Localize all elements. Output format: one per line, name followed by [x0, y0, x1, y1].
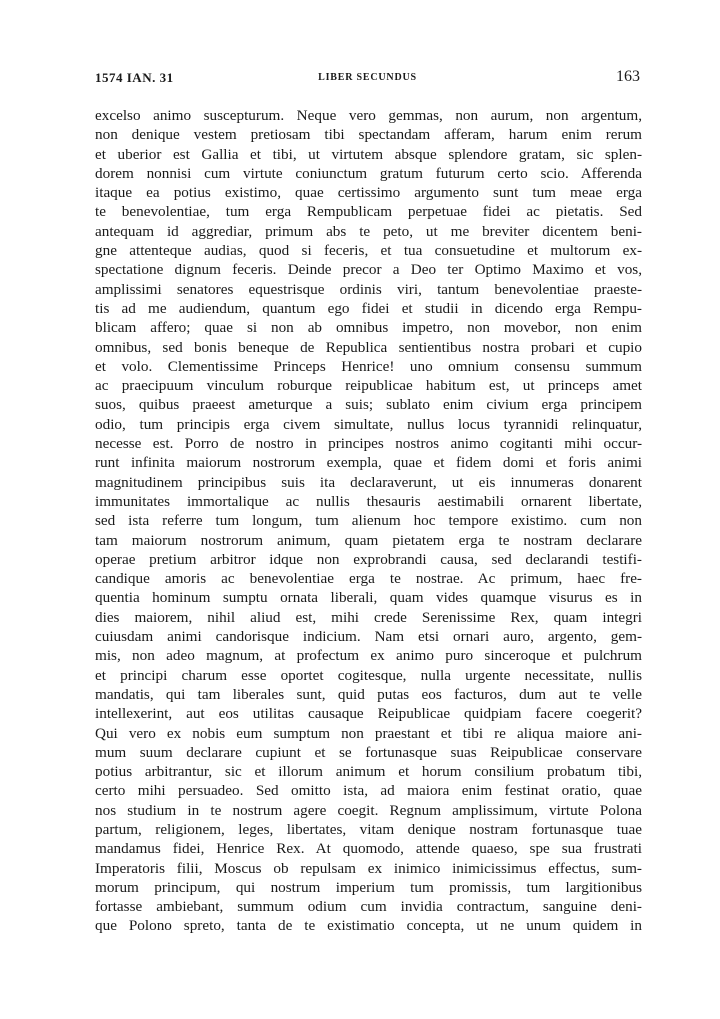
text-line: gne attenteque audias, quod si feceris, et tua consuetudine et multorum ex- — [95, 242, 642, 260]
text-line: mandamus fidei, Henrice Rex. At quomodo, attende quaeso, spe sua frustrati — [95, 840, 642, 858]
text-line: mis, non adeo magnum, at profectum ex animo puro sinceroque et pulchrum — [95, 647, 642, 665]
text-line: et principi charum esse oportet cogitesque, nulla urgente necessitate, nullis — [95, 666, 642, 684]
text-line: operae pretium arbitror idque non exprobrandi causa, sed declarandi testifi- — [95, 550, 642, 568]
text-line: candique amoris ac benevolentiae erga te nostrae. Ac primum, haec fre- — [95, 570, 642, 588]
text-line: quentia hominum sumptu ornata liberali, quam vides quamque visurus es in — [95, 589, 642, 607]
text-line: necesse est. Porro de nostro in principes nostros animo cogitanti mihi occur- — [95, 435, 642, 453]
text-line: non denique vestem pretiosam tibi spectandam afferam, harum enim rerum — [95, 126, 642, 144]
header-title: LIBER SECUNDUS — [318, 72, 417, 83]
text-line: tam maiorum nostrorum animum, quam pietatem erga te nostram declarare — [95, 531, 642, 549]
text-line: itaque ea potius existimo, quae certissimo argumento sunt tum meae erga — [95, 184, 642, 202]
text-line: mum suum declarare cupiunt et se fortunasque suas Reipublicae conservare — [95, 743, 642, 761]
text-line: omnibus, sed bonis beneque de Republica sentientibus nostra probari et cupio — [95, 338, 642, 356]
text-line: certo mihi persuadeo. Sed omitto ista, ad maiora enim festinat oratio, quae — [95, 782, 642, 800]
page-number: 163 — [616, 68, 640, 85]
text-line: spectatione dignum feceris. Deinde precor a Deo ter Optimo Maximo et vos, — [95, 261, 642, 279]
text-line: que Polono spreto, tanta de te existimatio concepta, ut ne unum quidem in — [95, 917, 642, 935]
text-line: partum, religionem, leges, libertates, vitam denique nostram fortunasque tuae — [95, 820, 642, 838]
text-line: odio, tum principis erga civem simultate, nullus locus tyrannidi relinquatur, — [95, 415, 642, 433]
text-line: amplissimi senatores equestrisque ordinis viri, tantum benevolentiae praeste- — [95, 280, 642, 298]
text-line: tis ad me audiendum, quantum ego fidei et studii in dicendo erga Rempu- — [95, 299, 642, 317]
running-head — [95, 66, 640, 88]
text-line: fortasse ambiebant, summum odium cum invidia contractum, sanguine deni- — [95, 898, 642, 916]
text-line: te benevolentiae, tum erga Rempublicam perpetuae fidei ac pietatis. Sed — [95, 203, 642, 221]
text-line: et uberior est Gallia et tibi, ut virtutem absque splendore gratam, sic splen- — [95, 145, 642, 163]
text-line: nos studium in te nostrum agere coegit. Regnum amplissimum, virtute Polona — [95, 801, 642, 819]
text-line: et volo. Clementissime Princeps Henrice! uno omnium consensu summum — [95, 357, 642, 375]
text-line: ac praecipuum vinculum roburque reipublicae habitum est, ut princeps amet — [95, 377, 642, 395]
text-line: dorem nonnisi cum virtute coniunctum gratum futurum certo scio. Afferenda — [95, 164, 642, 182]
text-line: Qui vero ex nobis eum sumptum non praestant et tibi re aliqua maiore ani- — [95, 724, 642, 742]
header-date: 1574 IAN. 31 — [95, 70, 174, 85]
text-line: potius arbitrantur, sic et illorum animum et horum consilium probatum tibi, — [95, 763, 642, 781]
text-line: Imperatoris filii, Moscus ob repulsam ex inimico inimicissimus effectus, sum- — [95, 859, 642, 877]
text-line: immunitates immortalique ac nullis thesauris aestimabili ornarent libertate, — [95, 492, 642, 510]
text-line: suos, quibus praeest ameturque a suis; sublato enim civium erga principem — [95, 396, 642, 414]
body-text — [95, 106, 642, 936]
text-line: intellexerint, aut eos utilitas causaque Reipublicae quidpiam facere coegerit? — [95, 705, 642, 723]
text-line: antequam id aggrediar, primum abs te peto, ut me breviter dicentem beni- — [95, 222, 642, 240]
text-line: blicam affero; quae si non ab omnibus impetro, non movebor, non enim — [95, 319, 642, 337]
text-line: sed ista referre tum longum, tum alienum hoc tempore existimo. cum non — [95, 512, 642, 530]
text-line: cuiusdam animi candorisque indicium. Nam etsi ornari auro, argento, gem- — [95, 628, 642, 646]
text-line: mandatis, qui tam liberales sunt, quid putas eos facturos, dum aut te velle — [95, 685, 642, 703]
text-line: runt infinita maiorum nostrorum exempla, quae et fidem domi et foris animi — [95, 454, 642, 472]
text-line: excelso animo suscepturum. Neque vero gemmas, non aurum, non argentum, — [95, 107, 642, 124]
text-line: dies maiorem, nihil aliud est, mihi crede Serenissime Rex, quam integri — [95, 608, 642, 626]
text-line: morum principum, qui nostrum imperium tum promissis, tum largitionibus — [95, 878, 642, 896]
text-line: magnitudinem principibus suis ita declaraverunt, ut eis innumeras donarent — [95, 473, 642, 491]
